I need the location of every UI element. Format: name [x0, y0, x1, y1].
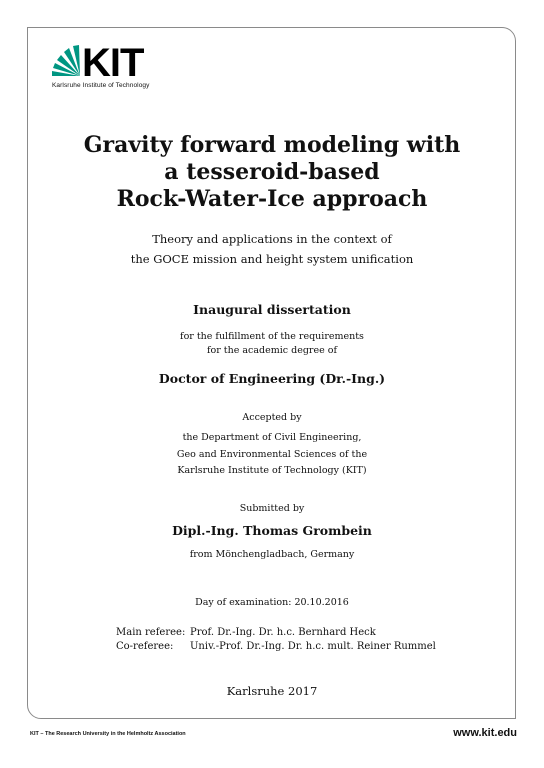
referee-row: [116, 626, 436, 640]
referees: [116, 626, 436, 654]
purpose-line-1: for the fulfillment of the requirements: [180, 331, 364, 342]
dissertation-title: [0, 132, 544, 213]
title-line-3: Rock-Water-Ice approach: [116, 186, 428, 212]
academic-degree: Doctor of Engineering (Dr.-Ing.): [158, 371, 386, 386]
submitted-by-label: Submitted by: [239, 503, 305, 514]
footer-association: KIT – The Research University in the Helmholtz Association: [30, 731, 186, 737]
author-origin: from Mönchengladbach, Germany: [189, 549, 355, 560]
kit-logo-wordmark: KIT: [82, 42, 144, 85]
dissertation-type: Inaugural dissertation: [193, 302, 351, 317]
author-name: Dipl.-Ing. Thomas Grombein: [172, 523, 372, 538]
purpose-line-2: for the academic degree of: [207, 345, 337, 356]
department-line-3: Karlsruhe Institute of Technology (KIT): [177, 465, 367, 476]
accepted-by-label: Accepted by: [242, 412, 302, 423]
place-and-year: Karlsruhe 2017: [226, 684, 318, 698]
referee-row: [116, 640, 436, 654]
kit-logo-fan-icon: [52, 45, 80, 76]
dissertation-subtitle: [0, 229, 544, 269]
referee-role: Main referee:: [116, 627, 186, 638]
dissertation-purpose: [0, 330, 544, 358]
subtitle-line-1: Theory and applications in the context of: [152, 232, 392, 246]
referee-name: Univ.-Prof. Dr.-Ing. Dr. h.c. mult. Reiner Rummel: [190, 641, 436, 652]
footer-website-link[interactable]: www.kit.edu: [453, 727, 517, 739]
referee-name: Prof. Dr.-Ing. Dr. h.c. Bernhard Heck: [190, 627, 376, 638]
accepting-department: [0, 430, 544, 480]
title-line-1: Gravity forward modeling with: [83, 132, 461, 158]
title-line-2: a tesseroid-based: [164, 159, 380, 185]
department-line-1: the Department of Civil Engineering,: [182, 432, 362, 443]
kit-logo-tagline: Karlsruhe Institute of Technology: [52, 82, 150, 89]
department-line-2: Geo and Environmental Sciences of the: [176, 448, 368, 460]
subtitle-line-2: the GOCE mission and height system unification: [130, 252, 414, 266]
examination-date: Day of examination: 20.10.2016: [195, 597, 349, 608]
referee-role: Co-referee:: [116, 641, 174, 652]
